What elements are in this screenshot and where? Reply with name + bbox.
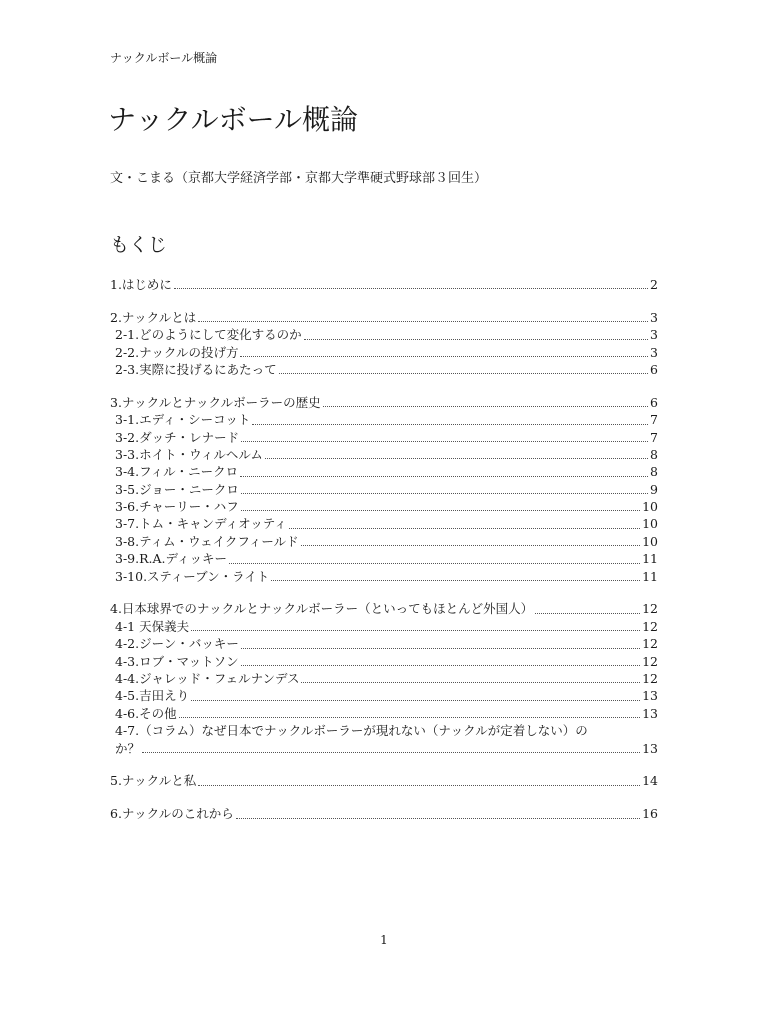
- toc-entry-title: 5.ナックルと私: [110, 773, 197, 789]
- toc-entry-title: 2.ナックルとは: [110, 309, 197, 325]
- toc-entry-page: 12: [642, 653, 658, 669]
- toc-entry[interactable]: [110, 705, 658, 722]
- toc-dot-leader: [198, 785, 640, 786]
- toc-dot-leader: [252, 424, 648, 425]
- toc-dot-leader: [236, 818, 640, 819]
- toc-entry-page: 13: [642, 740, 658, 756]
- toc-entry-page: 10: [642, 516, 658, 532]
- toc-entry-page: 3: [650, 327, 658, 343]
- toc-entry-page: 3: [650, 344, 658, 360]
- toc-entry[interactable]: [110, 687, 658, 704]
- toc-entry-title: 4-3.ロブ・マットソン: [115, 653, 239, 669]
- toc-dot-leader: [241, 648, 640, 649]
- toc-entry-title: 3-8.ティム・ウェイクフィールド: [115, 533, 299, 549]
- toc-entry-page: 9: [650, 481, 658, 497]
- running-header: ナックルボール概論: [110, 51, 218, 65]
- toc-dot-leader: [240, 356, 648, 357]
- toc-entry-page: 8: [650, 446, 658, 462]
- toc-entry-title: 4.日本球界でのナックルとナックルボーラー（といってもほとんど外国人）: [110, 601, 534, 617]
- toc-entry-page: 10: [642, 533, 658, 549]
- toc-entry-title: 3-4.フィル・ニークロ: [115, 464, 239, 480]
- toc-entry-page: 12: [642, 618, 658, 634]
- toc-dot-leader: [142, 752, 640, 753]
- toc-entry-title-continued: か？: [115, 740, 141, 756]
- toc-entry-title: 3-1.エディ・シーコット: [115, 412, 251, 428]
- toc-entry-title: 4-1 天保義夫: [115, 618, 190, 634]
- toc-entry[interactable]: [110, 635, 658, 652]
- toc-entry[interactable]: [110, 411, 658, 428]
- toc-entry-page: 12: [642, 670, 658, 686]
- toc-dot-leader: [191, 630, 640, 631]
- toc-entry[interactable]: [110, 481, 658, 498]
- toc-entry-continuation[interactable]: [110, 740, 658, 757]
- toc-entry[interactable]: [110, 463, 658, 480]
- toc-entry[interactable]: [110, 600, 658, 617]
- toc-entry-page: 2: [650, 277, 658, 292]
- toc-entry-page: 11: [642, 551, 658, 567]
- toc-entry[interactable]: [110, 446, 658, 463]
- toc-entry-title: 3-5.ジョー・ニークロ: [115, 481, 239, 497]
- toc-entry-page: 6: [650, 361, 658, 377]
- table-of-contents: [110, 276, 658, 823]
- toc-dot-leader: [240, 476, 648, 477]
- toc-entry-title: 2-2.ナックルの投げ方: [115, 344, 239, 360]
- toc-entry[interactable]: [110, 429, 658, 446]
- toc-entry[interactable]: [110, 344, 658, 361]
- toc-entry-page: 16: [642, 806, 658, 822]
- toc-dot-leader: [301, 545, 640, 546]
- toc-entry-page: 8: [650, 464, 658, 480]
- toc-entry[interactable]: [110, 309, 658, 326]
- toc-entry-title: 4-4.ジャレッド・フェルナンデス: [115, 670, 300, 686]
- toc-dot-leader: [174, 288, 648, 289]
- toc-entry[interactable]: [110, 276, 658, 293]
- toc-entry-page: 10: [642, 499, 658, 515]
- toc-entry-title: 4-2.ジーン・バッキー: [115, 636, 239, 652]
- toc-entry[interactable]: [110, 772, 658, 789]
- toc-entry[interactable]: [110, 618, 658, 635]
- toc-entry-title: 4-6.その他: [115, 705, 177, 721]
- toc-heading: もくじ: [110, 234, 168, 256]
- toc-entry-title: 3-10.スティーブン・ライト: [115, 568, 270, 584]
- toc-entry-title: 3-6.チャーリー・ハフ: [115, 499, 239, 515]
- toc-dot-leader: [265, 458, 648, 459]
- toc-dot-leader: [241, 493, 648, 494]
- toc-entry[interactable]: [110, 515, 658, 532]
- toc-entry[interactable]: [110, 361, 658, 378]
- document-title: ナックルボール概論: [108, 103, 359, 136]
- toc-entry-page: 12: [642, 636, 658, 652]
- toc-dot-leader: [179, 717, 640, 718]
- toc-dot-leader: [289, 528, 640, 529]
- toc-entry-page: 7: [650, 412, 658, 428]
- toc-entry-page: 3: [650, 309, 658, 325]
- toc-entry[interactable]: [110, 722, 658, 739]
- toc-dot-leader: [229, 563, 640, 564]
- toc-entry-title: 3-3.ホイト・ウィルヘルム: [115, 446, 263, 462]
- page-number: 1: [380, 933, 388, 947]
- toc-dot-leader: [191, 700, 640, 701]
- toc-entry-title: 3-9.R.A.ディッキー: [115, 551, 227, 567]
- toc-entry-title: 3.ナックルとナックルボーラーの歴史: [110, 394, 321, 410]
- toc-entry-title: 3-2.ダッチ・レナード: [115, 429, 240, 445]
- toc-dot-leader: [304, 339, 648, 340]
- toc-entry-page: 6: [650, 394, 658, 410]
- toc-entry-page: 14: [642, 773, 658, 789]
- toc-dot-leader: [279, 373, 648, 374]
- toc-entry[interactable]: [110, 805, 658, 822]
- toc-entry-page: 11: [642, 568, 658, 584]
- toc-dot-leader: [241, 665, 640, 666]
- toc-entry[interactable]: [110, 533, 658, 550]
- toc-dot-leader: [271, 580, 640, 581]
- toc-entry-title: 6.ナックルのこれから: [110, 806, 234, 822]
- toc-entry-page: 13: [642, 688, 658, 704]
- toc-entry-title: 2-1.どのようにして変化するのか: [115, 327, 302, 343]
- toc-entry[interactable]: [110, 498, 658, 515]
- toc-dot-leader: [241, 441, 648, 442]
- toc-dot-leader: [241, 510, 640, 511]
- toc-dot-leader: [535, 613, 640, 614]
- toc-entry[interactable]: [110, 568, 658, 585]
- toc-entry[interactable]: [110, 670, 658, 687]
- author-byline: 文・こまる（京都大学経済学部・京都大学準硬式野球部３回生）: [110, 171, 488, 186]
- toc-dot-leader: [323, 406, 648, 407]
- toc-entry-title: 1.はじめに: [110, 277, 172, 292]
- toc-entry[interactable]: [110, 326, 658, 343]
- toc-entry-title: 4-5.吉田えり: [115, 688, 190, 704]
- toc-entry-title: 4-7.（コラム）なぜ日本でナックルボーラーが現れない（ナックルが定着しない）の: [115, 723, 588, 739]
- toc-entry-title: 3-7.トム・キャンディオッティ: [115, 516, 287, 532]
- toc-dot-leader: [198, 321, 648, 322]
- toc-entry-page: 13: [642, 705, 658, 721]
- toc-entry-title: 2-3.実際に投げるにあたって: [115, 361, 277, 377]
- toc-entry[interactable]: [110, 653, 658, 670]
- toc-dot-leader: [301, 682, 640, 683]
- toc-entry-page: 12: [642, 601, 658, 617]
- toc-entry[interactable]: [110, 550, 658, 567]
- toc-entry-page: 7: [650, 429, 658, 445]
- toc-entry[interactable]: [110, 394, 658, 411]
